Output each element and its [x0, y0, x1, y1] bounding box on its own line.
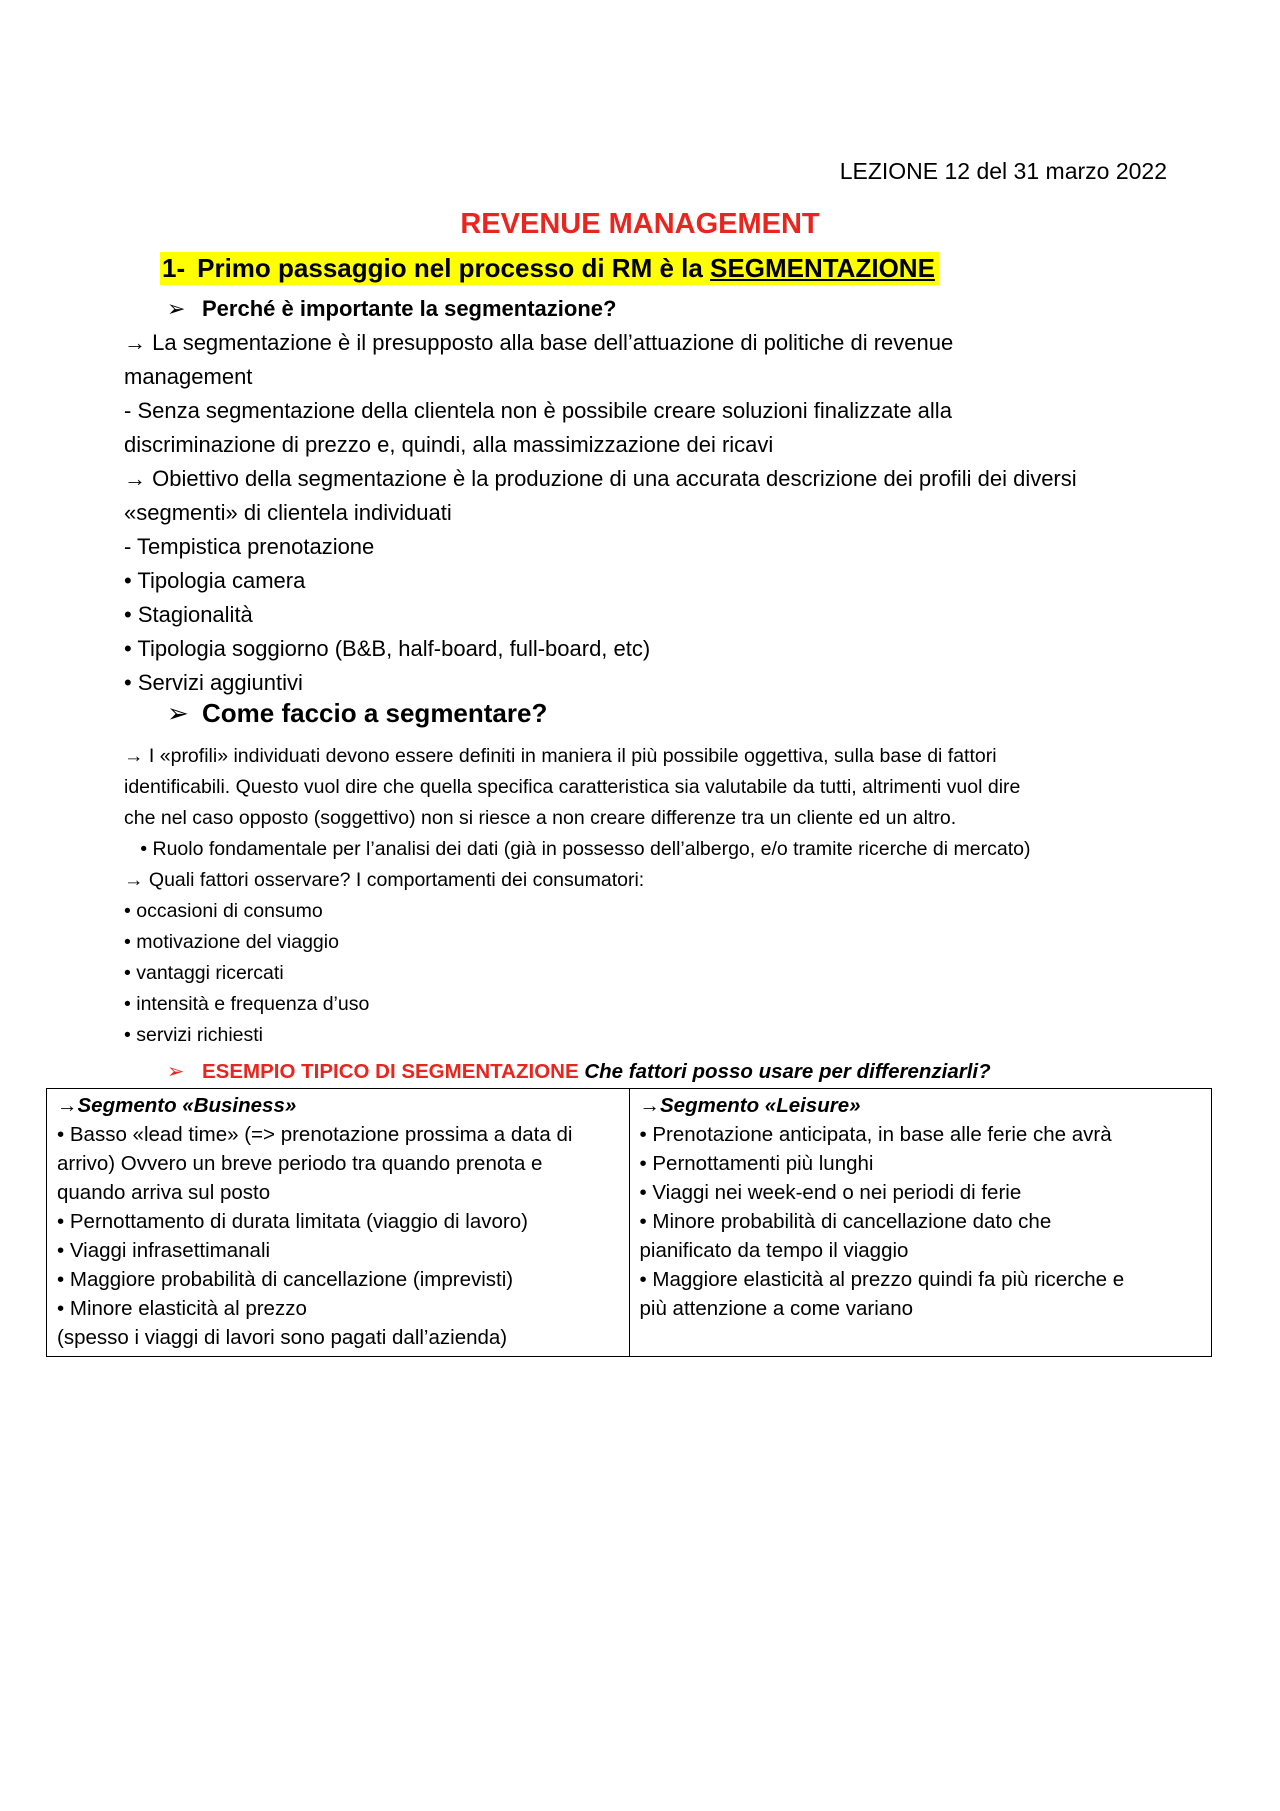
table-row — [47, 1089, 1212, 1357]
question-heading-how-to-segment — [167, 698, 547, 729]
list-item: (spesso i viaggi di lavori sono pagati dall’azienda) — [57, 1326, 508, 1349]
list-item: arrivo) Ovvero un breve periodo tra quando prenota e — [57, 1152, 543, 1175]
document-title: REVENUE MANAGEMENT — [460, 208, 820, 240]
segmentation-table — [46, 1088, 1212, 1357]
paragraph-line: - Senza segmentazione della clientela non è possibile creare soluzioni finalizzate alla — [124, 398, 952, 423]
list-item: • Maggiore elasticità al prezzo quindi fa più ricerche e — [639, 1268, 1125, 1291]
list-item: • Maggiore probabilità di cancellazione (imprevisti) — [57, 1268, 514, 1291]
section-heading-keyword: SEGMENTAZIONE — [710, 253, 935, 283]
business-segment-heading: →Segmento «Business» — [57, 1094, 297, 1117]
paragraph-line: «segmenti» di clientela individuati — [124, 500, 452, 525]
paragraph-how-to-segment — [124, 741, 1204, 1051]
list-item: • Pernottamento di durata limitata (viaggio di lavoro) — [57, 1210, 528, 1233]
list-item: • motivazione del viaggio — [124, 931, 339, 953]
list-item: • intensità e frequenza d’uso — [124, 993, 370, 1015]
business-segment-cell — [47, 1089, 630, 1357]
paragraph-line: → La segmentazione è il presupposto alla base dell’attuazione di politiche di revenue — [124, 330, 954, 355]
question-text: Perché è importante la segmentazione? — [202, 296, 617, 321]
list-item: • vantaggi ricercati — [124, 962, 284, 984]
example-question: Che fattori posso usare per differenziarli? — [584, 1060, 991, 1083]
list-item: • Stagionalità — [124, 602, 253, 627]
example-label: ESEMPIO TIPICO DI SEGMENTAZIONE — [202, 1060, 579, 1083]
arrow-bullet-icon: ➢ — [167, 1060, 185, 1083]
paragraph-line: discriminazione di prezzo e, quindi, alla massimizzazione dei ricavi — [124, 432, 774, 457]
list-item: • Viaggi infrasettimanali — [57, 1239, 271, 1262]
lesson-date: LEZIONE 12 del 31 marzo 2022 — [839, 158, 1167, 184]
list-item: • Tipologia soggiorno (B&B, half-board, full-board, etc) — [124, 636, 651, 661]
paragraph-line: → Quali fattori osservare? I comportamenti dei consumatori: — [124, 869, 645, 891]
question-heading-importance — [167, 296, 616, 322]
leisure-segment-cell — [629, 1089, 1212, 1357]
paragraph-line: identificabili. Questo vuol dire che quella specifica caratteristica sia valutabile da tutti, altrimenti vuol dire — [124, 776, 1021, 798]
list-item: • Viaggi nei week-end o nei periodi di ferie — [639, 1181, 1022, 1204]
paragraph-importance — [124, 326, 1184, 700]
list-item: • Pernottamenti più lunghi — [639, 1152, 874, 1175]
section-heading-text: Primo passaggio nel processo di RM è la — [197, 253, 711, 283]
list-item: • Tipologia camera — [124, 568, 306, 593]
paragraph-line: che nel caso opposto (soggettivo) non si riesce a non creare differenze tra un cliente ed un altro. — [124, 807, 957, 829]
list-item: • Basso «lead time» (=> prenotazione prossima a data di — [57, 1123, 573, 1146]
list-item: • Prenotazione anticipata, in base alle ferie che avrà — [639, 1123, 1112, 1146]
list-item: • occasioni di consumo — [124, 900, 323, 922]
leisure-segment-heading: →Segmento «Leisure» — [639, 1094, 861, 1117]
list-item: più attenzione a come variano — [639, 1297, 914, 1320]
list-item: • Minore elasticità al prezzo — [57, 1297, 307, 1320]
section-heading-segmentation — [160, 252, 939, 285]
list-item: • servizi richiesti — [124, 1024, 264, 1046]
paragraph-line: management — [124, 364, 253, 389]
arrow-bullet-icon: ➢ — [167, 698, 189, 728]
paragraph-line: - Tempistica prenotazione — [124, 534, 375, 559]
example-heading — [167, 1059, 991, 1084]
list-item: pianificato da tempo il viaggio — [639, 1239, 909, 1262]
list-item: • Minore probabilità di cancellazione dato che — [639, 1210, 1052, 1233]
paragraph-line: → I «profili» individuati devono essere definiti in maniera il più possibile oggettiva, sulla base di fattori — [124, 745, 997, 767]
paragraph-line: → Obiettivo della segmentazione è la produzione di una accurata descrizione dei profili dei diversi — [124, 466, 1077, 491]
paragraph-line: • Ruolo fondamentale per l’analisi dei dati (già in possesso dell’albergo, e/o tramite ricerche di mercato) — [124, 838, 1031, 860]
section-number: 1- — [162, 253, 186, 283]
question-text: Come faccio a segmentare? — [202, 698, 548, 728]
list-item: • Servizi aggiuntivi — [124, 670, 303, 695]
list-item: quando arriva sul posto — [57, 1181, 271, 1204]
arrow-bullet-icon: ➢ — [167, 296, 186, 321]
